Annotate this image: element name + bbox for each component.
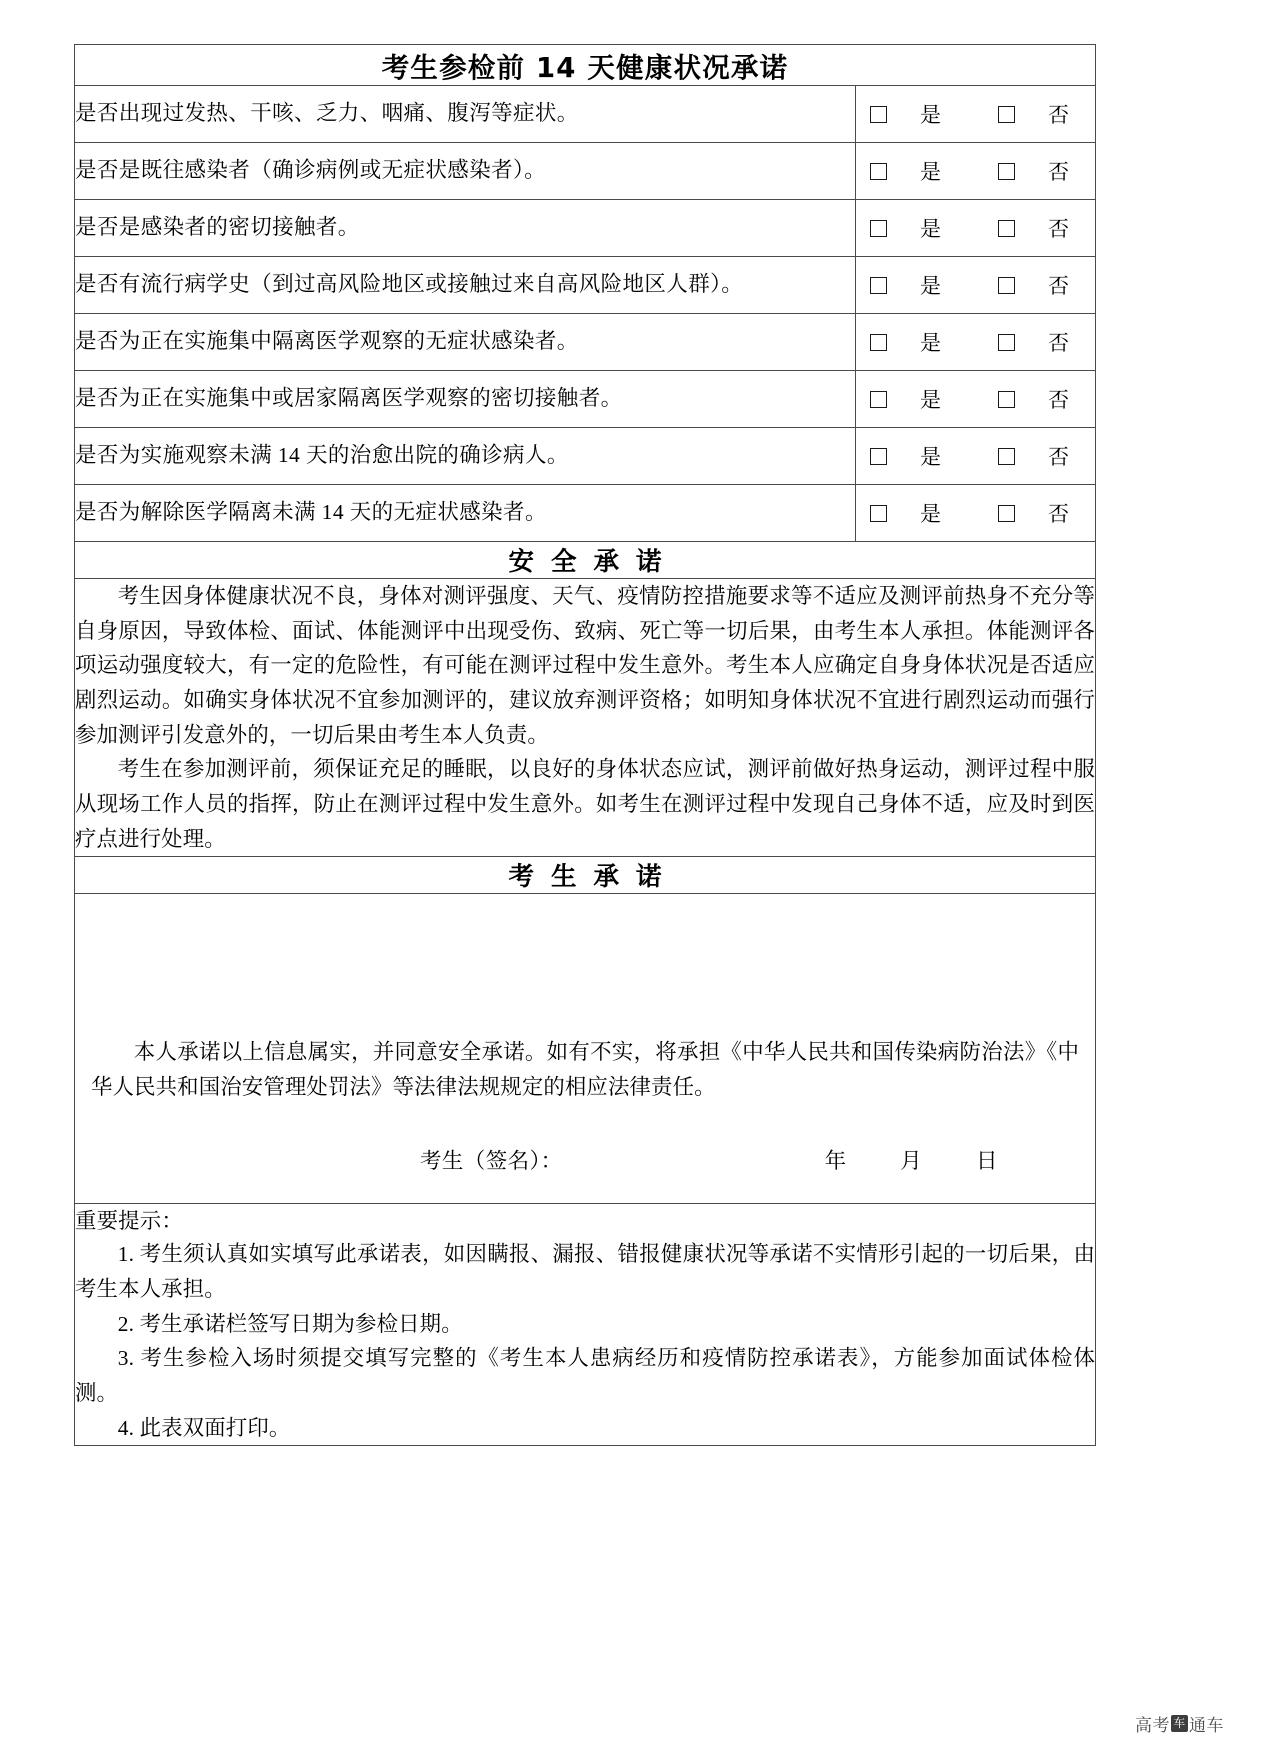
answer-cell bbox=[856, 371, 1096, 428]
question-text: 是否出现过发热、干咳、乏力、咽痛、腹泻等症状。 bbox=[75, 86, 856, 143]
checkbox-icon[interactable] bbox=[870, 277, 887, 294]
date-day-label: 日 bbox=[975, 1149, 998, 1174]
answer-option-no[interactable] bbox=[998, 156, 1069, 186]
answer-no-label: 否 bbox=[1048, 502, 1070, 526]
answer-yes-label: 是 bbox=[920, 445, 942, 469]
answer-no-label: 否 bbox=[1048, 274, 1070, 298]
question-text: 是否为正在实施集中隔离医学观察的无症状感染者。 bbox=[75, 314, 856, 371]
answer-option-no[interactable] bbox=[998, 213, 1069, 243]
table-row bbox=[75, 200, 1096, 257]
watermark-logo-icon: 车 bbox=[1171, 1715, 1188, 1732]
signature-label: 考生（签名）： bbox=[420, 1149, 563, 1174]
answer-option-yes[interactable] bbox=[870, 156, 998, 186]
safety-commitment-body bbox=[75, 579, 1096, 857]
answer-option-no[interactable] bbox=[998, 441, 1069, 471]
answer-cell bbox=[856, 314, 1096, 371]
question-text: 是否为实施观察未满 14 天的治愈出院的确诊病人。 bbox=[75, 428, 856, 485]
notes-row bbox=[75, 1204, 1096, 1446]
answer-cell bbox=[856, 428, 1096, 485]
answer-yes-label: 是 bbox=[920, 502, 942, 526]
page-title: 考生参检前 14 天健康状况承诺 bbox=[381, 52, 789, 84]
checkbox-icon[interactable] bbox=[870, 163, 887, 180]
candidate-commitment-body bbox=[75, 894, 1096, 1204]
answer-option-yes[interactable] bbox=[870, 213, 998, 243]
answer-cell bbox=[856, 485, 1096, 542]
table-row bbox=[75, 428, 1096, 485]
table-row bbox=[75, 314, 1096, 371]
safety-commitment-heading: 安全承诺 bbox=[508, 547, 679, 577]
question-text: 是否是既往感染者（确诊病例或无症状感染者）。 bbox=[75, 143, 856, 200]
answer-cell bbox=[856, 86, 1096, 143]
answer-cell bbox=[856, 200, 1096, 257]
note-item: 4. 此表双面打印。 bbox=[117, 1415, 291, 1440]
safety-heading-cell bbox=[75, 542, 1096, 579]
answer-option-yes[interactable] bbox=[870, 99, 998, 129]
table-row bbox=[75, 143, 1096, 200]
candidate-commitment-heading: 考生承诺 bbox=[508, 862, 679, 893]
checkbox-icon[interactable] bbox=[998, 277, 1015, 294]
important-notes bbox=[75, 1204, 1096, 1446]
watermark bbox=[1135, 1711, 1224, 1736]
checkbox-icon[interactable] bbox=[870, 448, 887, 465]
answer-yes-label: 是 bbox=[920, 217, 942, 241]
answer-option-no[interactable] bbox=[998, 498, 1069, 528]
checkbox-icon[interactable] bbox=[998, 334, 1015, 351]
question-text: 是否有流行病学史（到过高风险地区或接触过来自高风险地区人群）。 bbox=[75, 257, 856, 314]
answer-option-no[interactable] bbox=[998, 99, 1069, 129]
answer-yes-label: 是 bbox=[920, 388, 942, 412]
answer-no-label: 否 bbox=[1048, 445, 1070, 469]
answer-yes-label: 是 bbox=[920, 103, 942, 127]
table-row bbox=[75, 371, 1096, 428]
checkbox-icon[interactable] bbox=[870, 334, 887, 351]
answer-no-label: 否 bbox=[1048, 103, 1070, 127]
answer-yes-label: 是 bbox=[920, 160, 942, 184]
table-row bbox=[75, 86, 1096, 143]
title-cell bbox=[75, 45, 1096, 86]
checkbox-icon[interactable] bbox=[998, 391, 1015, 408]
note-item: 2. 考生承诺栏签写日期为参检日期。 bbox=[117, 1311, 463, 1336]
answer-cell bbox=[856, 143, 1096, 200]
checkbox-icon[interactable] bbox=[870, 106, 887, 123]
answer-yes-label: 是 bbox=[920, 331, 942, 355]
table-row bbox=[75, 257, 1096, 314]
watermark-text-right: 通车 bbox=[1189, 1716, 1224, 1736]
title-row bbox=[75, 45, 1096, 86]
notes-title: 重要提示： bbox=[75, 1209, 183, 1234]
question-text: 是否为正在实施集中或居家隔离医学观察的密切接触者。 bbox=[75, 371, 856, 428]
answer-option-yes[interactable] bbox=[870, 327, 998, 357]
answer-no-label: 否 bbox=[1048, 388, 1070, 412]
signature-date-fields[interactable] bbox=[825, 1144, 998, 1175]
answer-no-label: 否 bbox=[1048, 217, 1070, 241]
safety-paragraph-1: 考生因身体健康状况不良，身体对测评强度、天气、疫情防控措施要求等不适应及测评前热身不充分等自身原因，导致体检、面试、体能测评中出现受伤、致病、死亡等一切后果，由考生本人承担。体能测评各项运动强度较大，有一定的危险性，有可能在测评过程中发生意外。考生本人应确定自身身体状况是否适应剧烈运动。如确实身体状况不宜参加测评的，建议放弃测评资格；如明知身体状况不宜进行剧烈运动而强行参加测评引发意外的，一切后果由考生本人负责。 bbox=[75, 584, 1095, 747]
answer-option-yes[interactable] bbox=[870, 270, 998, 300]
checkbox-icon[interactable] bbox=[998, 163, 1015, 180]
answer-cell bbox=[856, 257, 1096, 314]
answer-option-yes[interactable] bbox=[870, 384, 998, 414]
watermark-text-left: 高考 bbox=[1135, 1716, 1170, 1736]
checkbox-icon[interactable] bbox=[998, 106, 1015, 123]
answer-option-no[interactable] bbox=[998, 327, 1069, 357]
checkbox-icon[interactable] bbox=[998, 220, 1015, 237]
checkbox-icon[interactable] bbox=[998, 448, 1015, 465]
safety-heading-row bbox=[75, 542, 1096, 579]
date-month-label: 月 bbox=[900, 1149, 923, 1174]
health-commitment-form bbox=[74, 44, 1096, 1446]
candidate-heading-row bbox=[75, 857, 1096, 894]
signature-row bbox=[75, 1144, 1095, 1175]
answer-no-label: 否 bbox=[1048, 331, 1070, 355]
safety-body-row bbox=[75, 579, 1096, 857]
note-item: 1. 考生须认真如实填写此承诺表，如因瞒报、漏报、错报健康状况等承诺不实情形引起的一切后果，由考生本人承担。 bbox=[75, 1242, 1095, 1302]
answer-option-yes[interactable] bbox=[870, 441, 998, 471]
candidate-body-row bbox=[75, 894, 1096, 1204]
table-row bbox=[75, 485, 1096, 542]
note-item: 3. 考生参检入场时须提交填写完整的《考生本人患病经历和疫情防控承诺表》，方能参加面试体检体测。 bbox=[75, 1346, 1095, 1406]
answer-yes-label: 是 bbox=[920, 274, 942, 298]
question-text: 是否是感染者的密切接触者。 bbox=[75, 200, 856, 257]
checkbox-icon[interactable] bbox=[870, 391, 887, 408]
answer-option-yes[interactable] bbox=[870, 498, 998, 528]
date-year-label: 年 bbox=[824, 1149, 847, 1174]
question-text: 是否为解除医学隔离未满 14 天的无症状感染者。 bbox=[75, 485, 856, 542]
candidate-heading-cell bbox=[75, 857, 1096, 894]
answer-option-no[interactable] bbox=[998, 384, 1069, 414]
checkbox-icon[interactable] bbox=[870, 220, 887, 237]
checkbox-icon[interactable] bbox=[998, 505, 1015, 522]
answer-option-no[interactable] bbox=[998, 270, 1069, 300]
safety-paragraph-2: 考生在参加测评前，须保证充足的睡眠，以良好的身体状态应试，测评前做好热身运动，测评过程中服从现场工作人员的指挥，防止在测评过程中发生意外。如考生在测评过程中发现自己身体不适，应及时到医疗点进行处理。 bbox=[75, 757, 1095, 851]
candidate-paragraph: 本人承诺以上信息属实，并同意安全承诺。如有不实，将承担《中华人民共和国传染病防治法》《中华人民共和国治安管理处罚法》等法律法规规定的相应法律责任。 bbox=[91, 1040, 1079, 1099]
checkbox-icon[interactable] bbox=[870, 505, 887, 522]
answer-no-label: 否 bbox=[1048, 160, 1070, 184]
